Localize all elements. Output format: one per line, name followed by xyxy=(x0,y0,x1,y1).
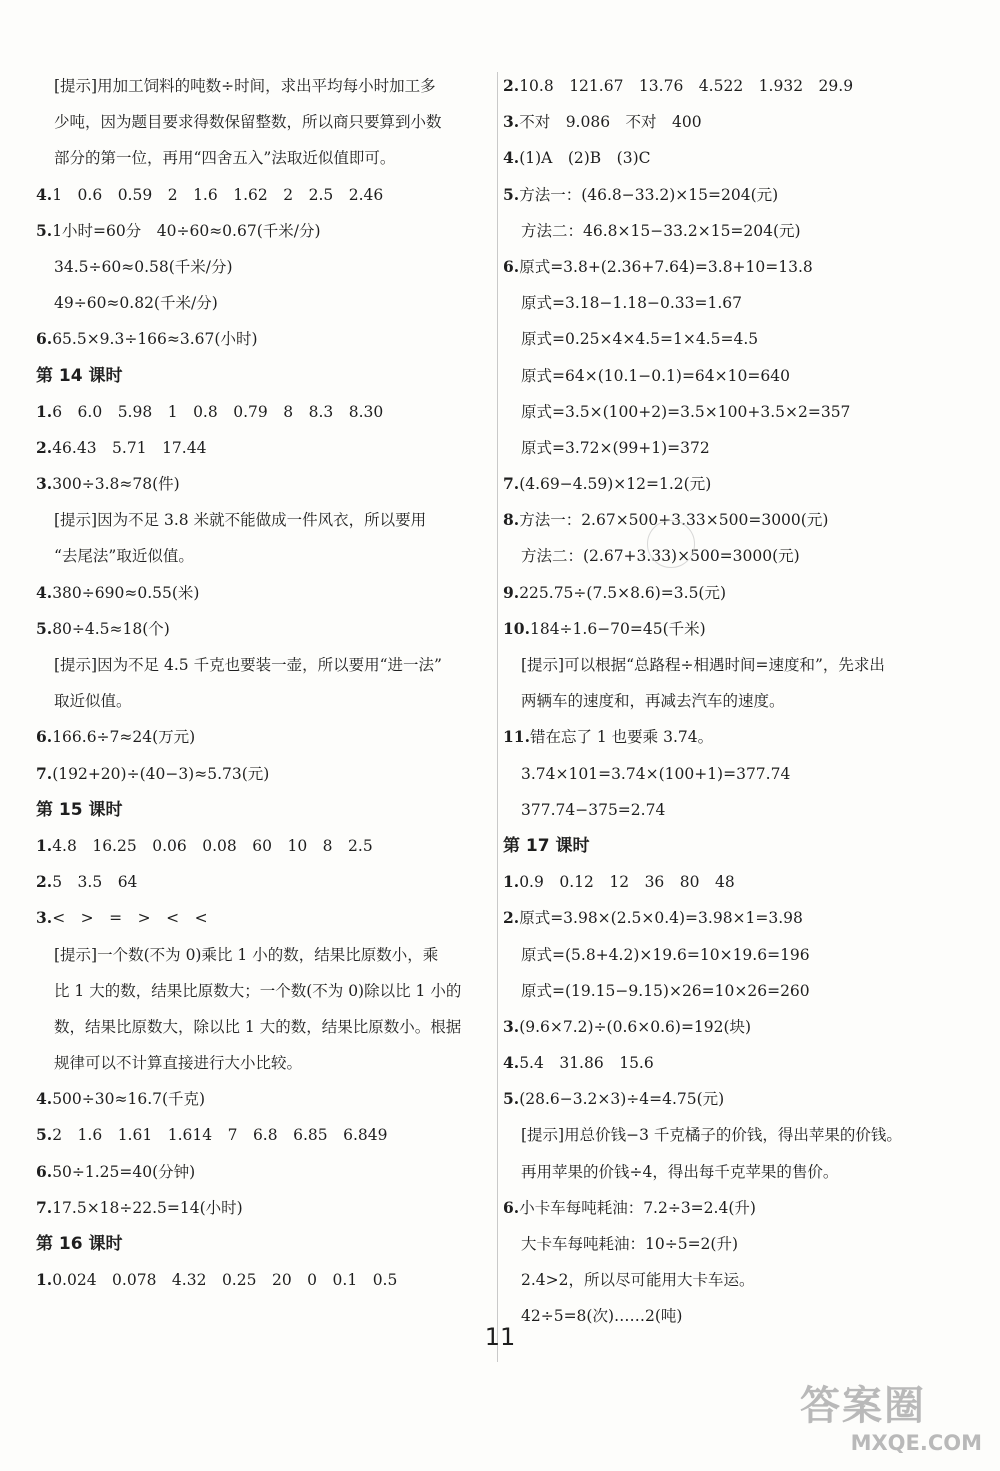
answer-line: 377.74−375=2.74 xyxy=(521,800,666,819)
item-number: 7. xyxy=(36,763,53,783)
item-text: 166.6÷7≈24(万元) xyxy=(52,728,196,747)
item-number: 1. xyxy=(503,872,520,892)
item-text: (4.69−4.59)×12=1.2(元) xyxy=(519,475,712,494)
answer-item xyxy=(36,394,491,430)
item-number: 4. xyxy=(36,184,53,204)
answer-line: 原式=(5.8+4.2)×19.6=10×19.6=196 xyxy=(521,945,810,964)
answer-item xyxy=(503,1190,973,1226)
item-text: 0.024 0.078 4.32 0.25 20 0 0.1 0.5 xyxy=(52,1271,398,1290)
item-number: 4. xyxy=(503,1053,520,1073)
answer-item xyxy=(36,430,491,466)
section-heading: 第 14 课时 xyxy=(36,365,123,386)
item-number: 9. xyxy=(503,582,520,602)
answer-line: [提示]因为不足 4.5 千克也要装一壶，所以要用“进一法” xyxy=(54,656,442,674)
answer-item xyxy=(36,321,491,357)
answer-line: 49÷60≈0.82(千米/分) xyxy=(54,294,218,313)
answer-item xyxy=(36,1117,491,1153)
item-number: 11. xyxy=(503,727,530,747)
item-text: 17.5×18÷22.5=14(小时) xyxy=(52,1198,243,1217)
answer-item xyxy=(503,900,973,936)
answer-item xyxy=(503,719,973,755)
item-text: 5.4 31.86 15.6 xyxy=(519,1054,654,1073)
answer-item xyxy=(503,1045,973,1081)
item-text: 0.9 0.12 12 36 80 48 xyxy=(519,873,735,892)
item-text: 不对 9.086 不对 400 xyxy=(519,113,702,132)
item-text: 原式=3.98×(2.5×0.4)=3.98×1=3.98 xyxy=(519,909,803,928)
answer-line: 大卡车每吨耗油：10÷5=2(升) xyxy=(521,1235,739,1253)
answer-line: 3.74×101=3.74×(100+1)=377.74 xyxy=(521,764,791,783)
answer-line: 原式=(19.15−9.15)×26=10×26=260 xyxy=(521,981,810,1000)
faint-stamp xyxy=(647,520,695,568)
watermark-text: 答案圈 xyxy=(800,1383,926,1429)
item-number: 7. xyxy=(503,474,520,494)
section-heading: 第 17 课时 xyxy=(503,835,590,856)
answer-item xyxy=(503,68,973,104)
item-text: 原式=3.8+(2.36+7.64)=3.8+10=13.8 xyxy=(519,257,813,276)
answer-line: [提示]用加工饲料的吨数÷时间，求出平均每小时加工多 xyxy=(54,77,436,95)
item-text: 46.43 5.71 17.44 xyxy=(52,438,207,457)
item-text: 10.8 121.67 13.76 4.522 1.932 29.9 xyxy=(519,77,854,95)
answer-item xyxy=(503,1081,973,1117)
answer-item xyxy=(503,502,973,538)
item-text: 6 6.0 5.98 1 0.8 0.79 8 8.3 8.30 xyxy=(52,402,384,421)
item-number: 5. xyxy=(503,1089,520,1109)
item-text: 184÷1.6−70=45(千米) xyxy=(529,619,706,638)
item-number: 6. xyxy=(36,1161,53,1181)
answer-line: [提示]用总价钱−3 千克橘子的价钱，得出苹果的价钱。 xyxy=(521,1126,902,1145)
answer-item xyxy=(36,1262,491,1298)
item-text: 1 0.6 0.59 2 1.6 1.62 2 2.5 2.46 xyxy=(52,185,384,204)
answer-line: 比 1 大的数，结果比原数大；一个数(不为 0)除以比 1 小的 xyxy=(54,981,462,1000)
answer-item xyxy=(36,828,491,864)
answer-item xyxy=(503,177,973,213)
item-text: 方法一：(46.8−33.2)×15=204(元) xyxy=(519,185,779,204)
item-number: 4. xyxy=(36,1089,53,1109)
answer-line: [提示]可以根据“总路程÷相遇时间=速度和”，先求出 xyxy=(521,656,885,674)
item-number: 2. xyxy=(36,437,53,457)
item-number: 5. xyxy=(503,184,520,204)
answer-item xyxy=(36,177,491,213)
item-text: 方法一：2.67×500+3.33×500=3000(元) xyxy=(519,511,829,530)
item-number: 7. xyxy=(36,1197,53,1217)
answer-line: 部分的第一位，再用“四舍五入”法取近似值即可。 xyxy=(54,149,396,168)
item-text: 225.75÷(7.5×8.6)=3.5(元) xyxy=(519,583,727,602)
item-number: 1. xyxy=(36,401,53,421)
item-number: 4. xyxy=(36,582,53,602)
item-text: 300÷3.8≈78(件) xyxy=(52,475,180,494)
answer-line: 再用苹果的价钱÷4，得出每千克苹果的售价。 xyxy=(521,1162,839,1181)
answer-item xyxy=(36,213,491,249)
answer-line: 原式=3.18−1.18−0.33=1.67 xyxy=(521,294,742,313)
item-number: 5. xyxy=(36,1125,53,1145)
answer-line: 少吨，因为题目要求得数保留整数，所以商只要算到小数 xyxy=(54,113,442,132)
answer-line: 42÷5=8(次)……2(吨) xyxy=(521,1307,683,1326)
item-number: 2. xyxy=(503,76,520,95)
item-text: 5 3.5 64 xyxy=(52,873,138,892)
answer-item xyxy=(503,611,973,647)
answer-item xyxy=(36,1190,491,1226)
item-number: 3. xyxy=(503,1016,520,1036)
answer-item xyxy=(36,1081,491,1117)
answer-line: 原式=3.5×(100+2)=3.5×100+3.5×2=357 xyxy=(521,402,851,421)
item-text: 小卡车每吨耗油：7.2÷3=2.4(升) xyxy=(519,1198,756,1217)
item-number: 2. xyxy=(503,908,520,928)
answer-line: 方法二：(2.67+3.33)×500=3000(元) xyxy=(521,547,800,566)
answer-line: 原式=3.72×(99+1)=372 xyxy=(521,438,710,457)
item-text: < > = > < < xyxy=(52,909,208,928)
answer-item xyxy=(36,756,491,792)
answer-item xyxy=(36,611,491,647)
item-text: (28.6−3.2×3)÷4=4.75(元) xyxy=(519,1090,725,1109)
answer-line: 数，结果比原数大，除以比 1 大的数，结果比原数小。根据 xyxy=(54,1017,462,1036)
answer-item xyxy=(36,900,491,936)
page-number: 11 xyxy=(484,1323,516,1351)
item-number: 6. xyxy=(36,727,53,747)
item-text: 1小时=60分 40÷60≈0.67(千米/分) xyxy=(52,221,321,240)
column-divider xyxy=(497,72,498,1362)
item-number: 5. xyxy=(36,618,53,638)
answer-item xyxy=(503,466,973,502)
item-number: 1. xyxy=(36,1270,53,1290)
answer-item xyxy=(503,140,973,176)
answer-item xyxy=(36,719,491,755)
answer-line: 方法二：46.8×15−33.2×15=204(元) xyxy=(521,221,801,240)
answer-item xyxy=(36,1154,491,1190)
item-text: 380÷690≈0.55(米) xyxy=(52,583,200,602)
answer-line: 原式=64×(10.1−0.1)=64×10=640 xyxy=(521,366,790,385)
answer-item xyxy=(503,1009,973,1045)
item-text: 65.5×9.3÷166≈3.67(小时) xyxy=(52,330,258,349)
answer-line: “去尾法”取近似值。 xyxy=(54,547,194,566)
item-text: (9.6×7.2)÷(0.6×0.6)=192(块) xyxy=(519,1017,752,1036)
left-column xyxy=(36,68,491,1298)
section-heading: 第 15 课时 xyxy=(36,799,123,820)
answer-line: 取近似值。 xyxy=(54,692,132,711)
answer-line: 2.4>2，所以尽可能用大卡车运。 xyxy=(521,1271,755,1290)
item-number: 6. xyxy=(36,329,53,349)
watermark-logo xyxy=(800,1382,990,1468)
answer-line: 规律可以不计算直接进行大小比较。 xyxy=(54,1054,303,1073)
item-number: 3. xyxy=(36,908,53,928)
item-number: 6. xyxy=(503,256,520,276)
watermark-site: MXQE.COM xyxy=(850,1431,982,1455)
item-text: 50÷1.25=40(分钟) xyxy=(52,1162,196,1181)
item-text: 500÷30≈16.7(千克) xyxy=(52,1090,206,1109)
item-number: 1. xyxy=(36,835,53,855)
answer-line: [提示]一个数(不为 0)乘比 1 小的数，结果比原数小，乘 xyxy=(54,945,439,964)
right-column xyxy=(503,68,973,1335)
item-number: 4. xyxy=(503,148,520,168)
answer-line: 原式=0.25×4×4.5=1×4.5=4.5 xyxy=(521,330,759,349)
answer-item xyxy=(503,575,973,611)
item-number: 2. xyxy=(36,872,53,892)
item-text: 错在忘了 1 也要乘 3.74。 xyxy=(529,728,714,747)
item-text: (1)A (2)B (3)C xyxy=(519,149,651,168)
answer-item xyxy=(36,466,491,502)
answer-item xyxy=(503,864,973,900)
item-number: 10. xyxy=(503,618,530,638)
item-number: 6. xyxy=(503,1197,520,1217)
answer-item xyxy=(36,864,491,900)
section-heading: 第 16 课时 xyxy=(36,1234,123,1254)
item-number: 5. xyxy=(36,220,53,240)
answer-line: [提示]因为不足 3.8 米就不能做成一件风衣，所以要用 xyxy=(54,511,427,530)
answer-item xyxy=(503,104,973,140)
item-text: (192+20)÷(40−3)≈5.73(元) xyxy=(52,764,270,783)
item-text: 2 1.6 1.61 1.614 7 6.8 6.85 6.849 xyxy=(52,1126,388,1145)
answer-item xyxy=(36,575,491,611)
item-text: 80÷4.5≈18(个) xyxy=(52,619,170,638)
item-number: 8. xyxy=(503,510,520,530)
answer-line: 34.5÷60≈0.58(千米/分) xyxy=(54,257,233,276)
answer-line: 两辆车的速度和，再减去汽车的速度。 xyxy=(521,692,785,711)
answer-item xyxy=(503,249,973,285)
item-text: 4.8 16.25 0.06 0.08 60 10 8 2.5 xyxy=(52,836,373,855)
item-number: 3. xyxy=(503,112,520,132)
item-number: 3. xyxy=(36,474,53,494)
